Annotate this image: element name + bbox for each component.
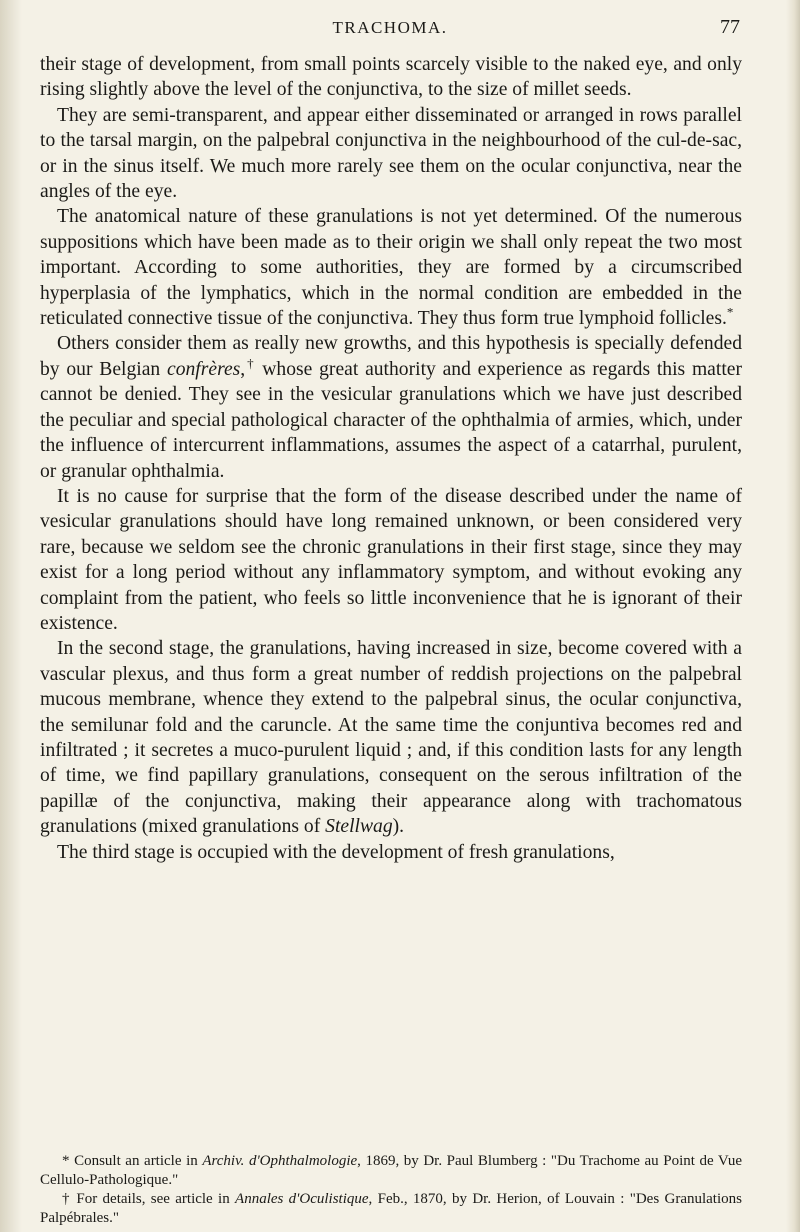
footnotes (40, 1152, 742, 1228)
paragraph-3 (40, 204, 742, 331)
paragraph-6-text-b: ). (392, 816, 405, 838)
page-number: 77 (720, 16, 740, 38)
footnote-2-text-b: , Feb., 1870, by Dr. Herion, of Louvain : "Des Granulations Palpébrales." (40, 1191, 742, 1226)
footnote-2-text-a: † For details, see article in (62, 1191, 236, 1207)
paragraph-3-text: The anatomical nature of these granulations is not yet determined. Of the numerous suppositions which have been made as to their origin we shall only repeat the two most important. According to some authorities, they are formed by a circumscribed hyperplasia of the lymphatics, which in the normal condition are embedded in the reticulated connective tissue of the conjunctiva. They thus form true lymphoid follicles. (40, 206, 742, 330)
running-head: TRACHOMA. (332, 18, 448, 37)
paragraph-6-text-a: In the second stage, the granulations, having increased in size, become covered with a vascular plexus, and thus form a great number of reddish projections on the palpebral mucous membrane, whence they extend to the palpebral sinus, the ocular conjunctiva, the semilunar fold and the caruncle. At the same time the conjuntiva becomes red and infiltrated ; it secretes a muco-purulent liquid ; and, if this condition lasts for any length of time, we find papillary granulations, consequent on the serous infiltration of the papillæ of the conjunctiva, making their appearance along with trachomatous granulations (mixed granulations of (40, 638, 742, 838)
paragraph-4-text-b: whose great authority and experience as regards this matter cannot be denied. They see in the vesicular granulations which we have just described the peculiar and special pathological character of the ophthalmia of armies, which, under the influence of intercurrent inflammations, assumes the aspect of a catarrhal, purulent, or granular ophthalmia. (40, 358, 742, 482)
paragraph-6-italic: Stellwag (325, 816, 393, 838)
paragraph-5: It is no cause for surprise that the form of the disease described under the name of vesicular granulations should have long remained unknown, or been considered very rare, because we seldom see the chronic granulations in their first stage, since they may exist for a long period without any inflammatory symptom, and without evoking any complaint from the patient, who feels so little inconvenience that he is ignorant of their existence. (40, 485, 742, 634)
paragraph-4-italic: confrères (167, 358, 241, 380)
paragraph-7: The third stage is occupied with the development of fresh granulations, (57, 841, 615, 863)
binding-shadow (0, 0, 22, 1232)
footnote-1-italic: Archiv. d'Ophthalmologie (202, 1153, 358, 1169)
footnote-2-italic: Annales d'Oculistique (235, 1191, 369, 1207)
footnote-ref-2: † (245, 355, 256, 371)
footnote-1 (40, 1152, 742, 1190)
footnote-2 (40, 1190, 742, 1228)
footnote-1-text-b: , 1869, by Dr. Paul Blumberg : "Du Trachome au Point de Vue Cellulo-Pathologique." (40, 1153, 743, 1188)
paragraph-2: They are semi-transparent, and appear either disseminated or arranged in rows parallel to the tarsal margin, on the palpebral conjunctiva in the neighbourhood of the cul-de-sac, or in the sinus itself. We much more rarely see them on the ocular conjunctiva, near the angles of the eye. (40, 104, 742, 203)
body-text (40, 52, 742, 865)
paragraph-1: their stage of development, from small points scarcely visible to the naked eye, and only rising slightly above the level of the conjunctiva, to the size of millet seeds. (40, 54, 742, 101)
paragraph-4: Others consider them as really new growths, and this hypothesis is specially defended by our Belgian confrères,† whose great authority and experience as regards this matter cannot be denied. They see in the vesicular granulations which we have just described the peculiar and special pathological character of the ophthalmia of armies, which, under the influence of intercurrent inflammations, assumes the aspect of a catarrhal, purulent, or granular ophthalmia. (40, 333, 742, 482)
footnote-1-text-a: * Consult an article in (62, 1153, 203, 1169)
footnote-ref-1: * (726, 304, 734, 320)
paragraph-4-text-a: Others consider them as really new growths, and this hypothesis is specially defended by our Belgian (40, 333, 742, 380)
paragraph-6 (40, 636, 742, 839)
page-header (40, 14, 740, 44)
page-edge (786, 0, 800, 1232)
